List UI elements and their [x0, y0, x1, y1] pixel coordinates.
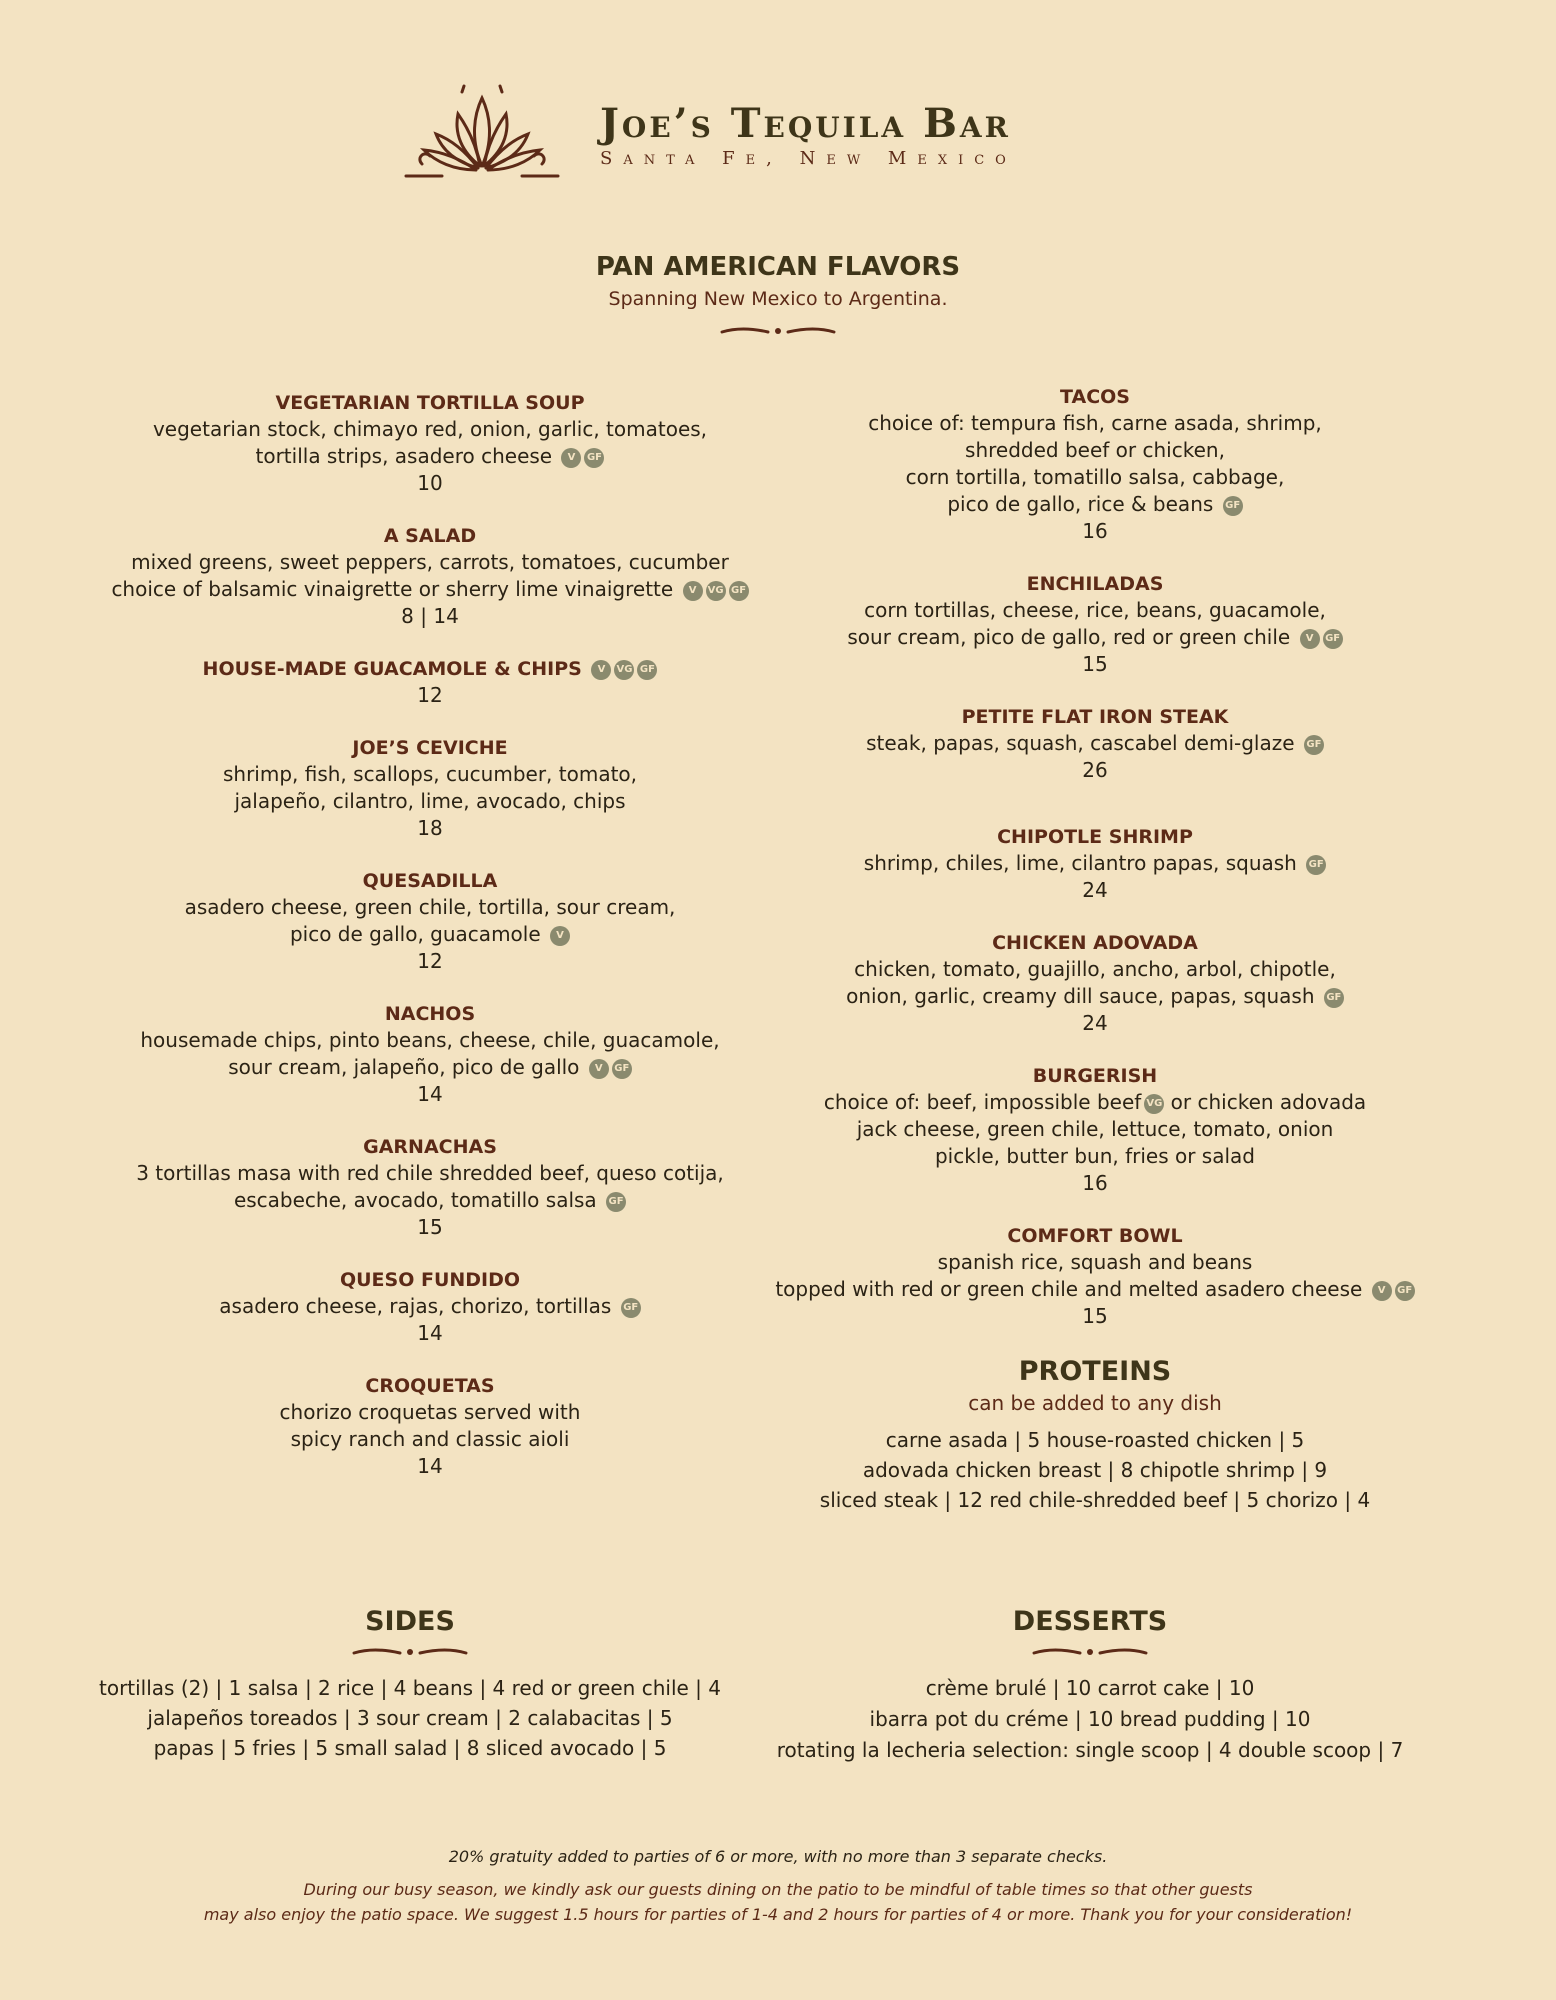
item-price: 18 [417, 816, 443, 840]
menu-item [770, 704, 1420, 784]
menu-item [110, 1134, 750, 1241]
badge-gluten-free-icon: GF [1395, 1281, 1415, 1301]
item-description-line [770, 624, 1420, 651]
item-description-line [110, 1187, 750, 1214]
item-name: GARNACHAS [363, 1136, 497, 1158]
item-description: vegetarian stock, chimayo red, onion, garlic, tomatoes, [152, 417, 708, 441]
badge-gluten-free-icon: GF [1306, 855, 1326, 875]
badge-vegetarian-icon: V [1372, 1281, 1392, 1301]
sides-title: SIDES [365, 1606, 455, 1637]
badge-vegetarian-icon: V [683, 581, 703, 601]
item-price: 15 [1082, 652, 1108, 676]
item-description-line [110, 1054, 750, 1081]
patio-note-line: may also enjoy the patio space. We suggest 1.5 hours for parties of 1-4 and 2 hours for parties of 4 or more. Thank you for your consideration! [203, 1905, 1353, 1924]
ornament-divider-icon [350, 1645, 470, 1659]
item-description: shrimp, chiles, lime, cilantro papas, squash [863, 851, 1297, 875]
item-description: jack cheese, green chile, lettuce, tomato, onion [856, 1117, 1334, 1141]
item-description: spanish rice, squash and beans [937, 1250, 1253, 1274]
item-description: topped with red or green chile and melted asadero cheese [775, 1277, 1363, 1301]
intro-section [0, 252, 1556, 338]
item-name: JOE’S CEVICHE [352, 737, 508, 759]
item-description: chicken, tomato, guajillo, ancho, arbol, chipotle, [854, 957, 1336, 981]
item-description-line [770, 1276, 1420, 1303]
item-description: choice of: tempura fish, carne asada, shrimp, [868, 411, 1322, 435]
protein-line: adovada chicken breast | 8 chipotle shrimp | 9 [862, 1458, 1328, 1482]
menu-header [0, 70, 1556, 190]
menu-item [110, 523, 750, 630]
proteins-section [770, 1356, 1420, 1515]
item-description: corn tortillas, cheese, rice, beans, guacamole, [864, 598, 1326, 622]
desserts-line: rotating la lecheria selection: single scoop | 4 double scoop | 7 [776, 1738, 1404, 1762]
proteins-title: PROTEINS [1018, 1356, 1172, 1387]
item-description: choice of: beef, impossible beef [823, 1090, 1142, 1114]
item-description: sour cream, pico de gallo, red or green chile [847, 625, 1291, 649]
badge-vegetarian-icon: V [561, 448, 581, 468]
ornament-divider-icon [1030, 1645, 1150, 1659]
sides-line: tortillas (2) | 1 salsa | 2 rice | 4 beans | 4 red or green chile | 4 [98, 1676, 721, 1700]
menu-item [110, 1001, 750, 1108]
item-description: pico de gallo, rice & beans [947, 492, 1214, 516]
badge-gluten-free-icon: GF [584, 448, 604, 468]
badge-gluten-free-icon: GF [1223, 496, 1243, 516]
item-description-line [110, 1293, 750, 1320]
ornament-divider-icon [718, 324, 838, 338]
item-description: or chicken adovada [1170, 1090, 1367, 1114]
item-name: CROQUETAS [365, 1375, 495, 1397]
item-description: choice of balsamic vinaigrette or sherry lime vinaigrette [111, 577, 674, 601]
item-name: BURGERISH [1032, 1065, 1158, 1087]
agave-logo-icon [402, 84, 562, 180]
desserts-section [760, 1606, 1420, 1766]
menu-item [770, 930, 1420, 1037]
desserts-line: crème brulé | 10 carrot cake | 10 [925, 1676, 1255, 1700]
item-name: CHIPOTLE SHRIMP [997, 826, 1193, 848]
menu-item [110, 656, 750, 709]
item-name-line [110, 656, 750, 682]
item-name: PETITE FLAT IRON STEAK [961, 706, 1229, 728]
item-description: onion, garlic, creamy dill sauce, papas, squash [846, 984, 1315, 1008]
badge-vegetarian-icon: V [591, 660, 611, 680]
item-price: 24 [1082, 878, 1108, 902]
menu-item [770, 1063, 1420, 1197]
badge-vegan-icon: VG [1144, 1094, 1164, 1114]
menu-item [110, 1373, 750, 1480]
badge-gluten-free-icon: GF [1324, 988, 1344, 1008]
badge-gluten-free-icon: GF [612, 1059, 632, 1079]
menu-item [110, 868, 750, 975]
item-name: VEGETARIAN TORTILLA SOUP [275, 392, 585, 414]
item-description-line [770, 983, 1420, 1010]
patio-note-line: During our busy season, we kindly ask our guests dining on the patio to be mindful of table times so that other guests [303, 1880, 1253, 1899]
item-name: ENCHILADAS [1026, 573, 1164, 595]
badge-gluten-free-icon: GF [729, 581, 749, 601]
item-price: 26 [1082, 758, 1108, 782]
left-menu-column [110, 390, 750, 1506]
desserts-line: ibarra pot du créme | 10 bread pudding | 10 [869, 1707, 1311, 1731]
right-menu-column [770, 384, 1420, 1515]
item-description: corn tortilla, tomatillo salsa, cabbage, [905, 465, 1285, 489]
badge-gluten-free-icon: GF [621, 1298, 641, 1318]
item-price: 14 [417, 1454, 443, 1478]
badge-gluten-free-icon: GF [1323, 629, 1343, 649]
brand-location: Santa Fe, New Mexico [600, 148, 1017, 169]
menu-item [110, 390, 750, 497]
item-description: chorizo croquetas served with [279, 1400, 581, 1424]
badge-vegan-icon: VG [706, 581, 726, 601]
proteins-subtitle: can be added to any dish [968, 1391, 1222, 1415]
item-description-line [770, 730, 1420, 757]
protein-line: sliced steak | 12 red chile-shredded beef | 5 chorizo | 4 [819, 1488, 1371, 1512]
item-price: 14 [417, 1321, 443, 1345]
item-name: HOUSE-MADE GUACAMOLE & CHIPS [202, 658, 582, 680]
item-price: 12 [417, 949, 443, 973]
item-name: A SALAD [383, 525, 477, 547]
item-description-line [770, 850, 1420, 877]
menu-item [770, 384, 1420, 545]
brand-name: Joe’s Tequila Bar [600, 100, 1011, 147]
badge-vegan-icon: VG [614, 660, 634, 680]
item-description: spicy ranch and classic aioli [290, 1427, 570, 1451]
badge-gluten-free-icon: GF [637, 660, 657, 680]
item-price: 16 [1082, 519, 1108, 543]
item-description: escabeche, avocado, tomatillo salsa [233, 1188, 597, 1212]
item-description-line [110, 576, 750, 603]
item-price: 16 [1082, 1171, 1108, 1195]
badge-vegetarian-icon: V [550, 926, 570, 946]
item-description: mixed greens, sweet peppers, carrots, tomatoes, cucumber [131, 550, 729, 574]
item-price: 14 [417, 1082, 443, 1106]
item-description: shredded beef or chicken, [965, 438, 1225, 462]
item-description: asadero cheese, rajas, chorizo, tortillas [219, 1294, 612, 1318]
item-description: pico de gallo, guacamole [289, 922, 541, 946]
intro-subtitle: Spanning New Mexico to Argentina. [608, 288, 948, 310]
item-name: QUESADILLA [362, 870, 498, 892]
item-description-line [770, 491, 1420, 518]
sides-line: papas | 5 fries | 5 small salad | 8 sliced avocado | 5 [153, 1736, 667, 1760]
brand-block [600, 102, 1017, 169]
item-name: COMFORT BOWL [1007, 1225, 1183, 1247]
item-description: pickle, butter bun, fries or salad [934, 1144, 1255, 1168]
item-name: TACOS [1060, 386, 1130, 408]
intro-title: PAN AMERICAN FLAVORS [595, 252, 961, 282]
badge-gluten-free-icon: GF [1304, 735, 1324, 755]
item-description-line [110, 921, 750, 948]
item-description: asadero cheese, green chile, tortilla, sour cream, [184, 895, 676, 919]
menu-item [770, 571, 1420, 678]
menu-item [110, 1267, 750, 1347]
menu-item [110, 735, 750, 842]
item-price: 10 [417, 471, 443, 495]
item-description: tortilla strips, asadero cheese [255, 444, 553, 468]
protein-line: carne asada | 5 house-roasted chicken | 5 [885, 1428, 1305, 1452]
item-name: NACHOS [384, 1003, 476, 1025]
item-price: 24 [1082, 1011, 1108, 1035]
footer-notes [0, 1844, 1556, 1927]
menu-item [770, 1223, 1420, 1330]
desserts-title: DESSERTS [1012, 1606, 1168, 1637]
item-description: housemade chips, pinto beans, cheese, chile, guacamole, [140, 1028, 720, 1052]
item-price: 12 [417, 683, 443, 707]
item-name: QUESO FUNDIDO [339, 1269, 521, 1291]
badge-vegetarian-icon: V [589, 1059, 609, 1079]
item-description-line [770, 1089, 1420, 1116]
menu-item [770, 824, 1420, 904]
sides-section [60, 1606, 760, 1763]
item-price: 15 [417, 1215, 443, 1239]
badge-gluten-free-icon: GF [606, 1192, 626, 1212]
item-description: sour cream, jalapeño, pico de gallo [228, 1055, 580, 1079]
item-description: shrimp, fish, scallops, cucumber, tomato, [222, 762, 638, 786]
sides-line: jalapeños toreados | 3 sour cream | 2 calabacitas | 5 [147, 1706, 673, 1730]
item-price: 8 | 14 [401, 604, 459, 628]
item-description: jalapeño, cilantro, lime, avocado, chips [234, 789, 626, 813]
item-name: CHICKEN ADOVADA [992, 932, 1198, 954]
item-description-line [110, 443, 750, 470]
gratuity-note: 20% gratuity added to parties of 6 or more, with no more than 3 separate checks. [448, 1847, 1108, 1866]
badge-vegetarian-icon: V [1300, 629, 1320, 649]
item-description: steak, papas, squash, cascabel demi-glaze [866, 731, 1295, 755]
item-price: 15 [1082, 1304, 1108, 1328]
item-description: 3 tortillas masa with red chile shredded beef, queso cotija, [136, 1161, 724, 1185]
